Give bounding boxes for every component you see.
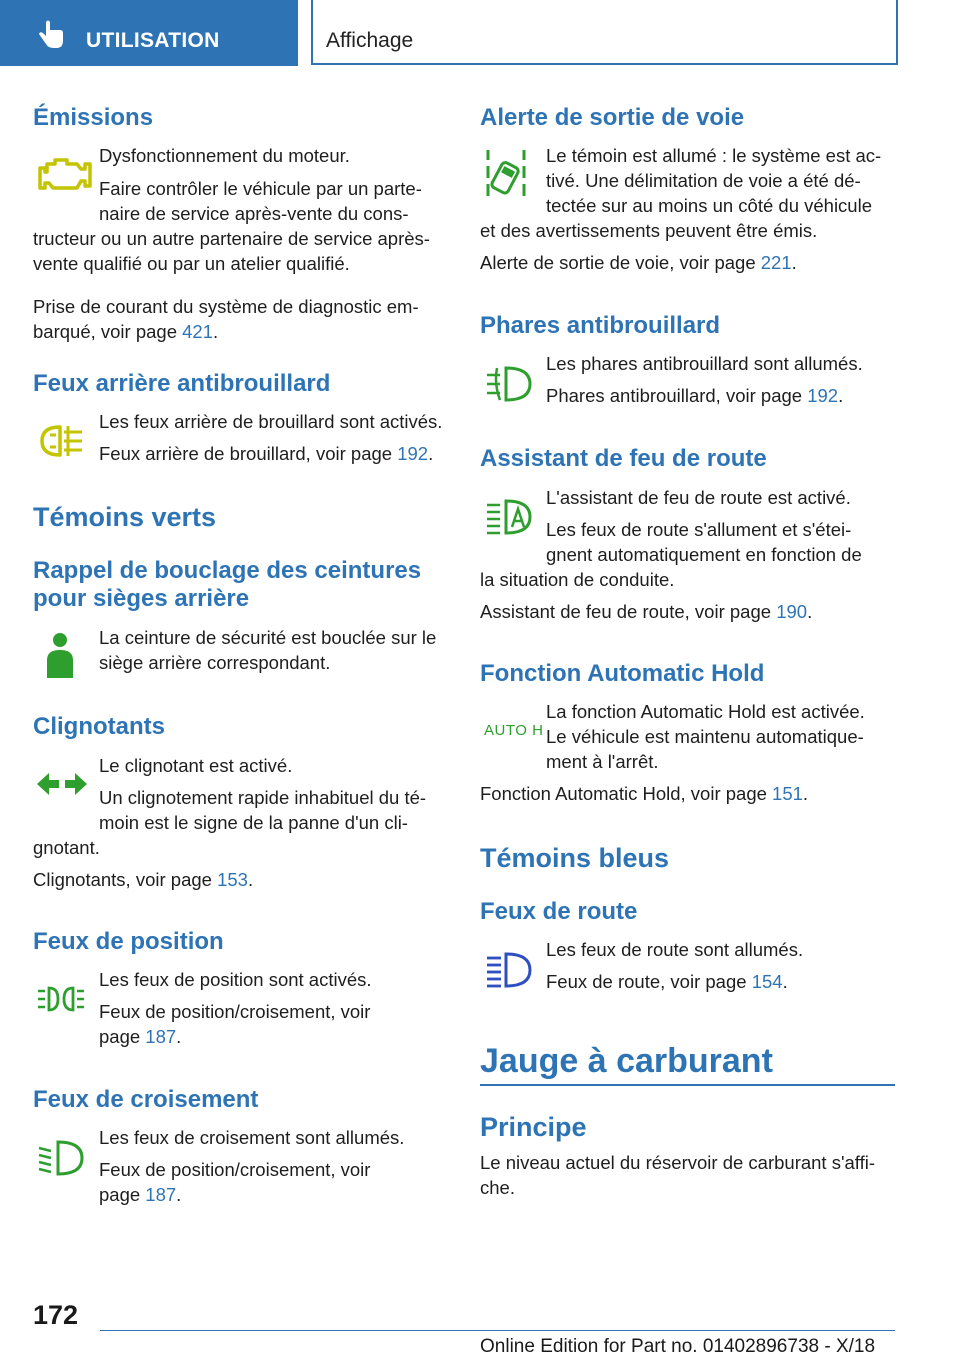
low-beam-line-1: Les feux de croisement sont allumés. — [99, 1127, 405, 1148]
position-lights-title: Feux de position — [33, 928, 224, 955]
high-beam-assist-line-1: L'assistant de feu de route est activé. — [546, 487, 851, 508]
page-link[interactable]: 187 — [145, 1026, 177, 1047]
emissions-ref-line-1: Prise de courant du système de diagnostic em- — [33, 296, 419, 317]
low-beam-line-2: Feux de position/croisement, voir — [99, 1159, 371, 1180]
page-link[interactable]: 221 — [760, 252, 792, 273]
turn-signals-title: Clignotants — [33, 713, 165, 740]
high-beam-assist-line-4: la situation de conduite. — [480, 569, 675, 590]
low-beam-title: Feux de croisement — [33, 1086, 259, 1113]
seatbelt-title-2: pour sièges arrière — [33, 585, 250, 612]
auto-hold-title: Fonction Automatic Hold — [480, 660, 765, 687]
fuel-gauge-title: Jauge à carburant — [480, 1042, 773, 1080]
emissions-title: Émissions — [33, 104, 154, 131]
high-beam-assist-title: Assistant de feu de route — [480, 445, 767, 472]
emissions-line-3: naire de service après-vente du cons- — [99, 203, 409, 224]
emissions-line-1: Dysfonctionnement du moteur. — [99, 145, 350, 166]
page-link[interactable]: 153 — [217, 869, 248, 890]
hand-pointer-icon — [34, 18, 68, 52]
high-beam-assistant-icon — [484, 497, 534, 537]
turn-line-4: gnotant. — [33, 837, 100, 858]
high-beam-assist-ref: Assistant de feu de route, voir page 190. — [480, 601, 813, 622]
auto-hold-ref: Fonction Automatic Hold, voir page 151. — [480, 783, 809, 804]
position-line-2: Feux de position/croisement, voir — [99, 1001, 371, 1022]
emissions-line-2: Faire contrôler le véhicule par un parte- — [99, 178, 422, 199]
high-beam-assist-line-3: gnent automatiquement en fonction de — [546, 544, 862, 565]
low-beam-icon — [36, 1138, 86, 1178]
front-fog-title: Phares antibrouillard — [480, 312, 721, 339]
emissions-ref-line-2: barqué, voir page 421. — [33, 321, 219, 342]
lane-line-4: et des avertissements peuvent être émis. — [480, 220, 818, 241]
lane-line-3: tectée sur au moins un côté du véhicule — [546, 195, 872, 216]
front-fog-ref: Phares antibrouillard, voir page 192. — [546, 385, 844, 406]
page-link[interactable]: 151 — [772, 783, 803, 804]
lane-line-1: Le témoin est allumé : le système est ac- — [546, 145, 882, 166]
lane-ref: Alerte de sortie de voie, voir page 221. — [480, 252, 797, 273]
principle-line-1: Le niveau actuel du réservoir de carburant s'affi- — [480, 1152, 875, 1173]
position-line-3: page 187. — [99, 1026, 182, 1047]
edition-note: Online Edition for Part no. 01402896738 - X/18 — [480, 1336, 876, 1357]
principle-line-2: che. — [480, 1177, 515, 1198]
turn-line-1: Le clignotant est activé. — [99, 755, 293, 776]
principle-title: Principe — [480, 1112, 587, 1142]
section-tab — [0, 0, 298, 66]
seatbelt-person-icon — [44, 630, 76, 680]
auto-hold-line-3: ment à l'arrêt. — [546, 751, 659, 772]
position-line-1: Les feux de position sont activés. — [99, 969, 372, 990]
high-beam-ref: Feux de route, voir page 154. — [546, 971, 788, 992]
turn-line-3: moin est le signe de la panne d'un cli- — [99, 812, 408, 833]
high-beam-line-1: Les feux de route sont allumés. — [546, 939, 804, 960]
section-label: UTILISATION — [86, 29, 220, 52]
page-link[interactable]: 190 — [776, 601, 808, 622]
seatbelt-line-2: siège arrière correspondant. — [99, 652, 331, 673]
high-beam-assist-line-2: Les feux de route s'allument et s'étei- — [546, 519, 852, 540]
page-link[interactable]: 192 — [807, 385, 839, 406]
low-beam-line-3: page 187. — [99, 1184, 182, 1205]
turn-line-2: Un clignotement rapide inhabituel du té- — [99, 787, 427, 808]
position-lights-icon — [36, 985, 86, 1013]
emissions-line-4: tructeur ou un autre partenaire de service après- — [33, 228, 430, 249]
rear-fog-ref: Feux arrière de brouillard, voir page 192. — [99, 443, 434, 464]
lane-departure-icon — [484, 146, 528, 202]
rear-fog-line-1: Les feux arrière de brouillard sont activés. — [99, 411, 443, 432]
rear-fog-title: Feux arrière antibrouillard — [33, 370, 331, 397]
blue-indicators-title: Témoins bleus — [480, 843, 670, 873]
chapter-label: Affichage — [326, 29, 414, 52]
section-rule — [480, 1084, 895, 1086]
page-link[interactable]: 192 — [397, 443, 429, 464]
rear-fog-light-icon — [36, 422, 86, 460]
emissions-line-5: vente qualifié ou par un atelier qualifié. — [33, 253, 350, 274]
chapter-tab — [311, 0, 898, 65]
high-beam-title: Feux de route — [480, 898, 638, 925]
lane-departure-title: Alerte de sortie de voie — [480, 104, 745, 131]
front-fog-light-icon — [484, 364, 534, 404]
auto-hold-line-1: La fonction Automatic Hold est activée. — [546, 701, 865, 722]
seatbelt-line-1: La ceinture de sécurité est bouclée sur le — [99, 627, 437, 648]
footer-rule — [100, 1330, 895, 1331]
page-link[interactable]: 154 — [751, 971, 783, 992]
page-number: 172 — [33, 1300, 79, 1330]
turn-ref: Clignotants, voir page 153. — [33, 869, 254, 890]
auto-hold-icon: AUTO H — [484, 722, 544, 739]
page-link[interactable]: 187 — [145, 1184, 177, 1205]
auto-hold-line-2: Le véhicule est maintenu automatique- — [546, 726, 864, 747]
front-fog-line-1: Les phares antibrouillard sont allumés. — [546, 353, 863, 374]
page-link[interactable]: 421 — [182, 321, 214, 342]
lane-line-2: tivé. Une délimitation de voie a été dé- — [546, 170, 861, 191]
green-indicators-title: Témoins verts — [33, 502, 217, 532]
high-beam-icon — [484, 950, 534, 990]
engine-check-icon — [37, 156, 95, 194]
seatbelt-title-1: Rappel de bouclage des ceintures — [33, 557, 422, 584]
page-header — [0, 0, 960, 66]
turn-signal-arrows-icon — [35, 771, 89, 797]
